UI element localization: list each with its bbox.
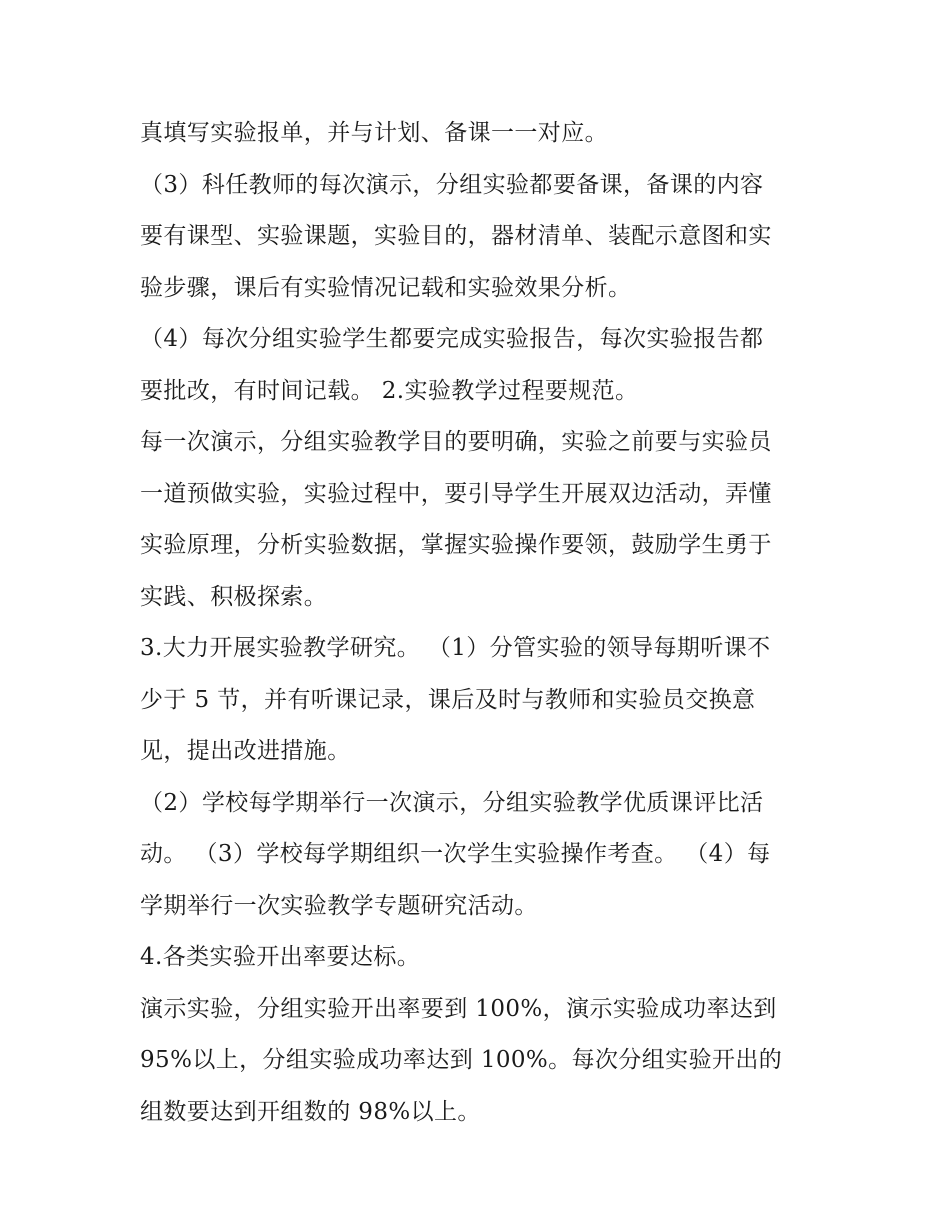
text-line-9: 实验原理，分析实验数据，掌握实验操作要领，鼓励学生勇于: [140, 532, 772, 558]
body-text: [140, 108, 830, 1138]
text-line-4: 验步骤，课后有实验情况记载和实验效果分析。: [140, 274, 632, 301]
text-line-5: （4）每次分组实验学生都要完成实验报告，每次实验报告都: [140, 326, 764, 352]
text-line-19: 95%以上，分组实验成功率达到 100%。每次分组实验开出的: [140, 1047, 783, 1073]
text-line-18: 演示实验，分组实验开出率要到 100%，演示实验成功率达到: [140, 995, 777, 1022]
text-line-1: 真填写实验报单，并与计划、备课一一对应。: [140, 120, 608, 146]
text-line-6: 要批改，有时间记载。 2.实验教学过程要规范。: [140, 377, 639, 404]
text-line-8: 一道预做实验，实验过程中，要引导学生开展双边活动，弄懂: [140, 480, 772, 507]
text-line-3: 要有课型、实验课题，实验目的，器材清单、装配示意图和实: [140, 223, 772, 249]
text-line-16: 学期举行一次实验教学专题研究活动。: [140, 892, 538, 919]
text-line-2: （3）科任教师的每次演示，分组实验都要备课，备课的内容: [140, 171, 764, 198]
text-line-20: 组数要达到开组数的 98%以上。: [140, 1098, 481, 1125]
text-line-15: 动。 （3）学校每学期组织一次学生实验操作考查。 （4）每: [140, 841, 771, 867]
text-line-13: 见，提出改进措施。: [140, 738, 351, 764]
text-line-14: （2）学校每学期举行一次演示，分组实验教学优质课评比活: [140, 789, 764, 816]
text-line-10: 实践、积极探索。: [140, 583, 328, 610]
text-line-7: 每一次演示，分组实验教学目的要明确，实验之前要与实验员: [140, 429, 772, 455]
text-line-12: 少于 5 节，并有听课记录，课后及时与教师和实验员交换意: [140, 686, 756, 713]
text-line-17: 4.各类实验开出率要达标。: [140, 944, 421, 970]
text-line-11: 3.大力开展实验教学研究。 （1）分管实验的领导每期听课不: [140, 635, 771, 661]
